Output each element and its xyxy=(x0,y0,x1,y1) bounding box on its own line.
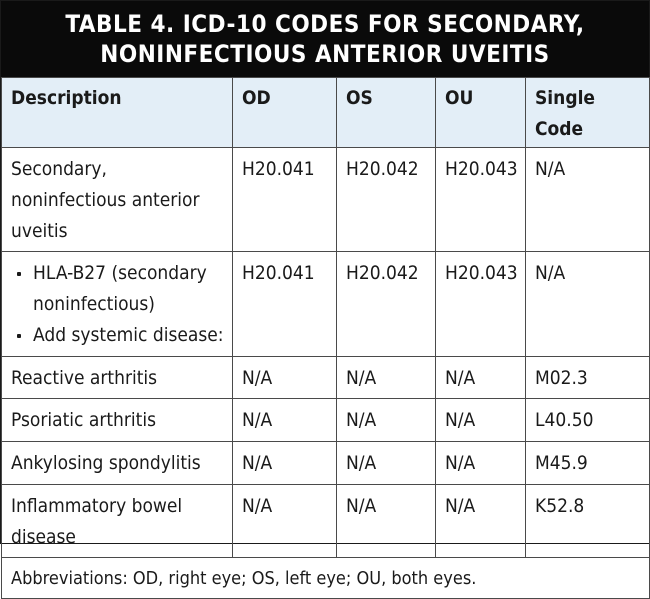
bullet-dot xyxy=(17,334,21,338)
cell-od: N/A xyxy=(233,485,337,558)
bullet-item xyxy=(11,320,224,351)
cell-single-code: L40.50 xyxy=(526,399,650,442)
header-ou: OU xyxy=(436,78,526,148)
bullet-item xyxy=(11,258,224,320)
cell-single-code: N/A xyxy=(526,148,650,252)
bullet-list xyxy=(11,258,224,351)
cell-os: N/A xyxy=(337,442,436,485)
table-title: TABLE 4. ICD-10 CODES FOR SECONDARY, NONINFECTIOUS ANTERIOR UVEITIS xyxy=(1,1,649,77)
cell-ou: N/A xyxy=(436,399,526,442)
cell-description: Ankylosing spondylitis xyxy=(2,442,233,485)
table-row xyxy=(2,357,650,399)
cell-od: H20.041 xyxy=(233,148,337,252)
cell-description: Reactive arthritis xyxy=(2,357,233,399)
cell-os: N/A xyxy=(337,485,436,558)
cell-single-code: M02.3 xyxy=(526,357,650,399)
bullet-dot xyxy=(17,272,21,276)
cell-description: Psoriatic arthritis xyxy=(2,399,233,442)
bullet-text: Add systemic disease: xyxy=(33,324,224,346)
cell-ou: N/A xyxy=(436,357,526,399)
cell-od: H20.041 xyxy=(233,252,337,357)
header-description: Description xyxy=(2,78,233,148)
cell-od: N/A xyxy=(233,399,337,442)
header-single-code: Single Code xyxy=(526,78,650,148)
cell-od: N/A xyxy=(233,357,337,399)
cell-single-code: N/A xyxy=(526,252,650,357)
cell-os: N/A xyxy=(337,399,436,442)
header-row xyxy=(2,78,650,148)
cell-ou: N/A xyxy=(436,485,526,558)
cell-os: H20.042 xyxy=(337,252,436,357)
bullet-text: HLA-B27 (secondary noninfectious) xyxy=(33,262,207,315)
cell-ou: H20.043 xyxy=(436,252,526,357)
cell-description: Inflammatory bowel disease xyxy=(2,485,233,558)
cell-os: N/A xyxy=(337,357,436,399)
cell-os: H20.042 xyxy=(337,148,436,252)
table-row xyxy=(2,148,650,252)
cell-single-code: M45.9 xyxy=(526,442,650,485)
footer-row xyxy=(2,558,650,599)
cell-description xyxy=(2,252,233,357)
abbreviations-footnote: Abbreviations: OD, right eye; OS, left eye; OU, both eyes. xyxy=(2,558,650,599)
cell-ou: H20.043 xyxy=(436,148,526,252)
cell-description: Secondary, noninfectious anterior uveitis xyxy=(2,148,233,252)
table-row xyxy=(2,485,650,558)
cell-ou: N/A xyxy=(436,442,526,485)
cell-single-code: K52.8 xyxy=(526,485,650,558)
codes-table xyxy=(1,77,650,599)
cell-od: N/A xyxy=(233,442,337,485)
table-row xyxy=(2,252,650,357)
header-os: OS xyxy=(337,78,436,148)
table-row xyxy=(2,442,650,485)
table-row xyxy=(2,399,650,442)
header-od: OD xyxy=(233,78,337,148)
